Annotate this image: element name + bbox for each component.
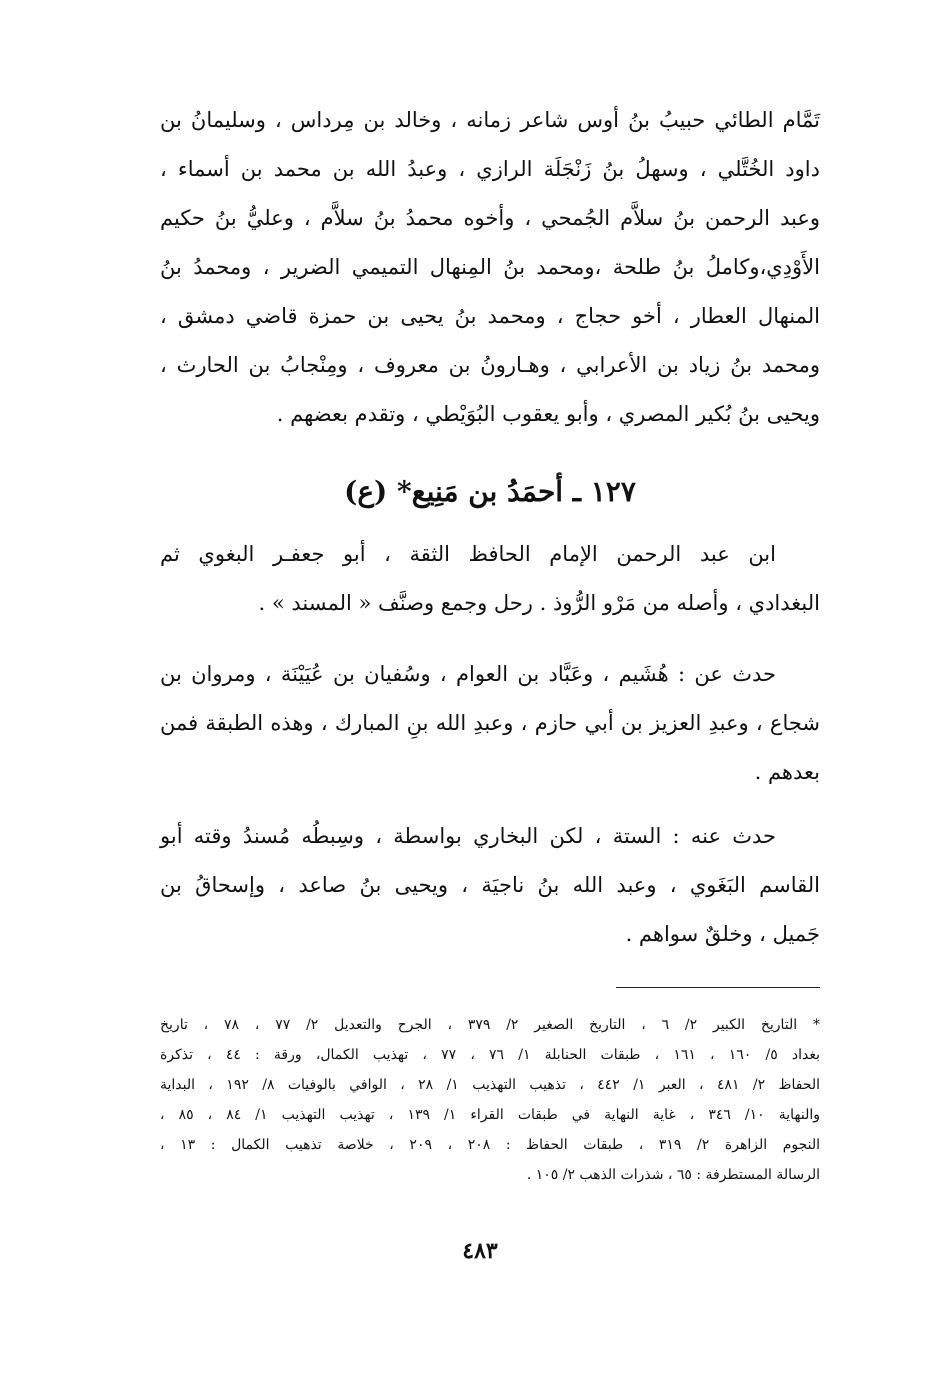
text-line: الأَوْدِي،وكاملُ بنُ طلحة ،ومحمد بنُ المِنهال التميمي الضرير ، ومحمدُ بنُ	[160, 255, 820, 279]
text-line: القاسم البَغَوي ، وعبد الله بنُ ناجيَة ، ويحيى بنُ صاعد ، وإسحاقُ بن	[160, 873, 820, 897]
footnote-line: * التاريخ الكبير ٢/ ٦ ، التاريخ الصغير ٢/ ٣٧٩ ، الجرح والتعديل ٢/ ٧٧ ، ٧٨ ، تاريخ	[160, 1017, 820, 1033]
page-number: ٤٨٣	[462, 1238, 498, 1264]
text-line: جَميل ، وخلقٌ سواهم .	[625, 922, 820, 946]
text-line: تَمَّام الطائي حبيبُ بنُ أوس شاعر زمانه ، وخالد بن مِرداس ، وسليمانُ بن	[160, 108, 820, 132]
text-line: حدث عنه : الستة ، لكن البخاري بواسطة ، وسِبطُه مُسندُ وقته أبو	[160, 824, 776, 848]
text-line: داود الخُتَّلي ، وسهلُ بنُ زَنْجَلَة الرازي ، وعبدُ الله بن محمد بن أسماء ،	[160, 157, 820, 181]
text-line: بعدهم .	[754, 760, 820, 784]
footnote-line: الرسالة المستطرفة : ٦٥ ، شذرات الذهب ٢/ ١٠٥ .	[526, 1167, 820, 1183]
entry-intro-paragraph	[160, 530, 820, 628]
text-line: حدث عن : هُشَيم ، وعَبَّاد بن العوام ، وسُفيان بن عُيَيْنَة ، ومروان بن	[160, 662, 776, 686]
footnote-divider	[616, 987, 820, 988]
text-line: وعبد الرحمن بنُ سلاَّم الجُمحي ، وأخوه محمدُ بنُ سلاَّم ، وعليُّ بنُ حكيم	[160, 206, 820, 230]
footnotes	[160, 1010, 820, 1190]
text-line: ويحيى بنُ بُكير المصري ، وأبو يعقوب البُوَيْطي ، وتقدم بعضهم .	[276, 402, 820, 426]
footnote-line: بغداد ٥/ ١٦٠ ، ١٦١ ، طبقات الحنابلة ١/ ٧٦ ، ٧٧ ، تهذيب الكمال، ورقة : ٤٤ ، تذكرة	[160, 1047, 821, 1063]
narrated-by-paragraph	[160, 812, 820, 959]
footnote-line: النجوم الزاهرة ٢/ ٣١٩ ، طبقات الحفاظ : ٢٠٨ ، ٢٠٩ ، خلاصة تذهيب الكمال : ١٣ ،	[160, 1137, 821, 1153]
footnote-line: الحفاظ ٢/ ٤٨١ ، العبر ١/ ٤٤٢ ، تذهيب التهذيب ١/ ٢٨ ، الوافي بالوفيات ٨/ ١٩٢ ، البداية	[160, 1077, 820, 1093]
text-line: ومحمد بنُ زياد بن الأعرابي ، وهـارونُ بن معروف ، ومِنْجابُ بن الحارث ،	[160, 353, 820, 377]
text-line: البغدادي ، وأصله من مَرْو الرُّوذ . رحل وجمع وصنَّف « المسند » .	[258, 591, 820, 615]
intro-paragraph	[160, 96, 820, 439]
text-line: شجاع ، وعبدِ العزيز بن أبي حازم ، وعبدِ الله بنِ المبارك ، وهذه الطبقة فمن	[160, 711, 820, 735]
footnote-line: والنهاية ١٠/ ٣٤٦ ، غاية النهاية في طبقات القراء ١/ ١٣٩ ، تهذيب التهذيب ١/ ٨٤ ، ٨٥ ،	[160, 1107, 820, 1123]
text-line: ابن عبد الرحمن الإمام الحافظ الثقة ، أبو جعفـر البغوي ثم	[160, 542, 776, 566]
text-line: المنهال العطار ، أخو حجاج ، ومحمد بنُ يحيى بن حمزة قاضي دمشق ،	[160, 304, 820, 328]
entry-heading: ١٢٧ ـ أحمَدُ بن مَنِيع* (ع)	[344, 475, 636, 508]
narrated-from-paragraph	[160, 650, 820, 797]
